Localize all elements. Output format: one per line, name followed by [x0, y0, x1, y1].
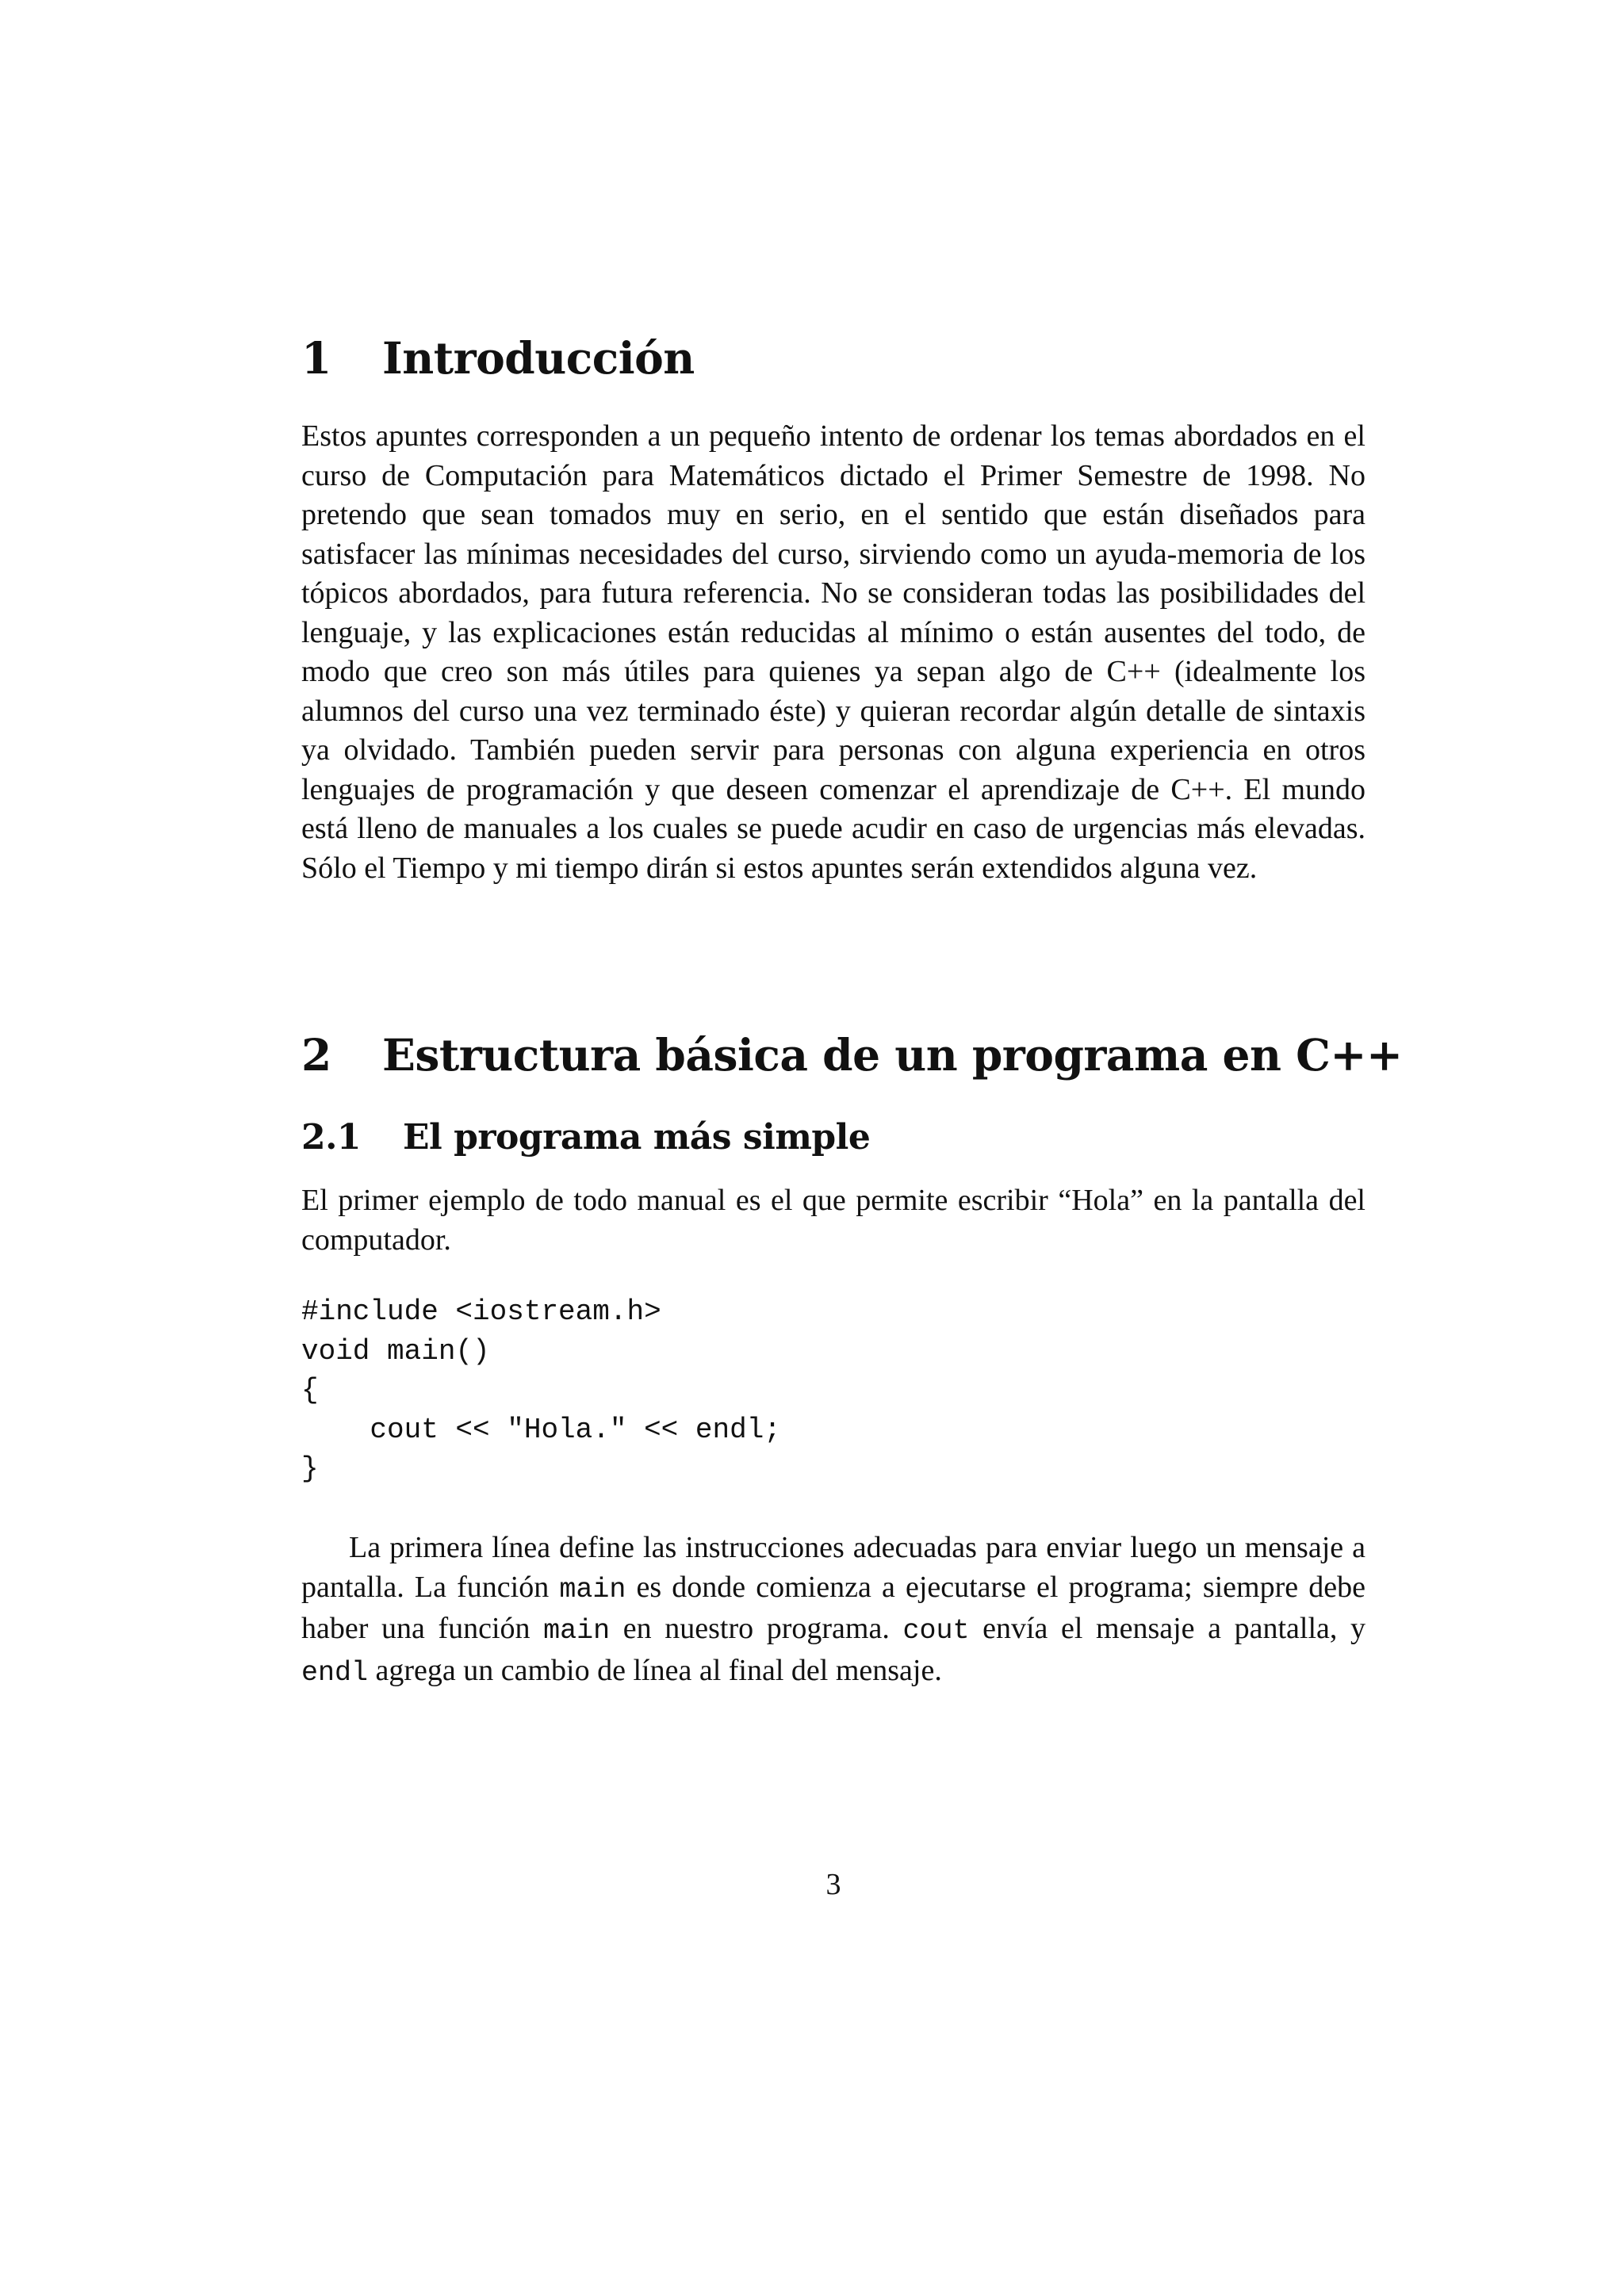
explanation-paragraph	[301, 1529, 1365, 1693]
page-number: 3	[825, 1868, 841, 1901]
explanation-text: es donde comienza a ejecutarse el programa; siempre debe haber una función	[301, 1570, 1365, 1645]
explanation-text: La primera línea define las instrucciones adecuadas para enviar luego un mensaje a pantalla. La función	[301, 1531, 1365, 1604]
code-line: cout << "Hola." << endl;	[301, 1413, 781, 1446]
code-line: #include <iostream.h>	[301, 1295, 661, 1328]
explanation-text: envía el mensaje a pantalla, y	[969, 1612, 1365, 1645]
section-number: 1	[301, 332, 331, 384]
section-number: 2	[301, 1029, 331, 1081]
code-listing	[301, 1292, 781, 1489]
inline-code-endl: endl	[301, 1656, 369, 1689]
explanation-text: agrega un cambio de línea al final del mensaje.	[368, 1653, 942, 1687]
inline-code-main: main	[559, 1573, 626, 1605]
explanation-text: en nuestro programa.	[610, 1612, 903, 1645]
section-heading-introduccion	[301, 331, 695, 386]
section-title: Introducción	[382, 332, 695, 384]
inline-code-cout: cout	[902, 1615, 970, 1647]
section-heading-estructura	[301, 1027, 1403, 1083]
subsection-heading	[301, 1115, 870, 1160]
page-body	[301, 0, 1403, 2296]
section-title: Estructura básica de un programa en C++	[382, 1029, 1403, 1081]
code-line: }	[301, 1452, 319, 1485]
code-line: void main()	[301, 1334, 490, 1368]
subsection-intro-paragraph: El primer ejemplo de todo manual es el que permite escribir “Hola” en la pantalla del computador.	[301, 1184, 1365, 1257]
inline-code-main: main	[543, 1615, 611, 1647]
intro-paragraph: Estos apuntes corresponden a un pequeño intento de ordenar los temas abordados en el curso de Computación para Matemáticos dictado el Primer Semestre de 1998. No pretendo que sean tomados muy en serio, en el sentido que están diseñados para satisfacer las mínimas necesidades del curso, sirviendo como un ayuda-memoria de los tópicos abordados, para futura referencia. No se consideran todas las posibilidades del lenguaje, y las explicaciones están reducidas al mínimo o están ausentes del todo, de modo que creo son más útiles para quienes ya sepan algo de C++ (idealmente los alumnos del curso una vez terminado éste) y quieran recordar algún detalle de sintaxis ya olvidado. También pueden servir para personas con alguna experiencia en otros lenguajes de programación y que deseen comenzar el aprendizaje de C++. El mundo está lleno de manuales a los cuales se puede acudir en caso de urgencias más elevadas. Sólo el Tiempo y mi tiempo dirán si estos apuntes serán extendidos alguna vez.	[301, 419, 1365, 885]
code-line: {	[301, 1374, 319, 1406]
subsection-number: 2.1	[301, 1117, 362, 1158]
subsection-title: El programa más simple	[403, 1117, 871, 1158]
